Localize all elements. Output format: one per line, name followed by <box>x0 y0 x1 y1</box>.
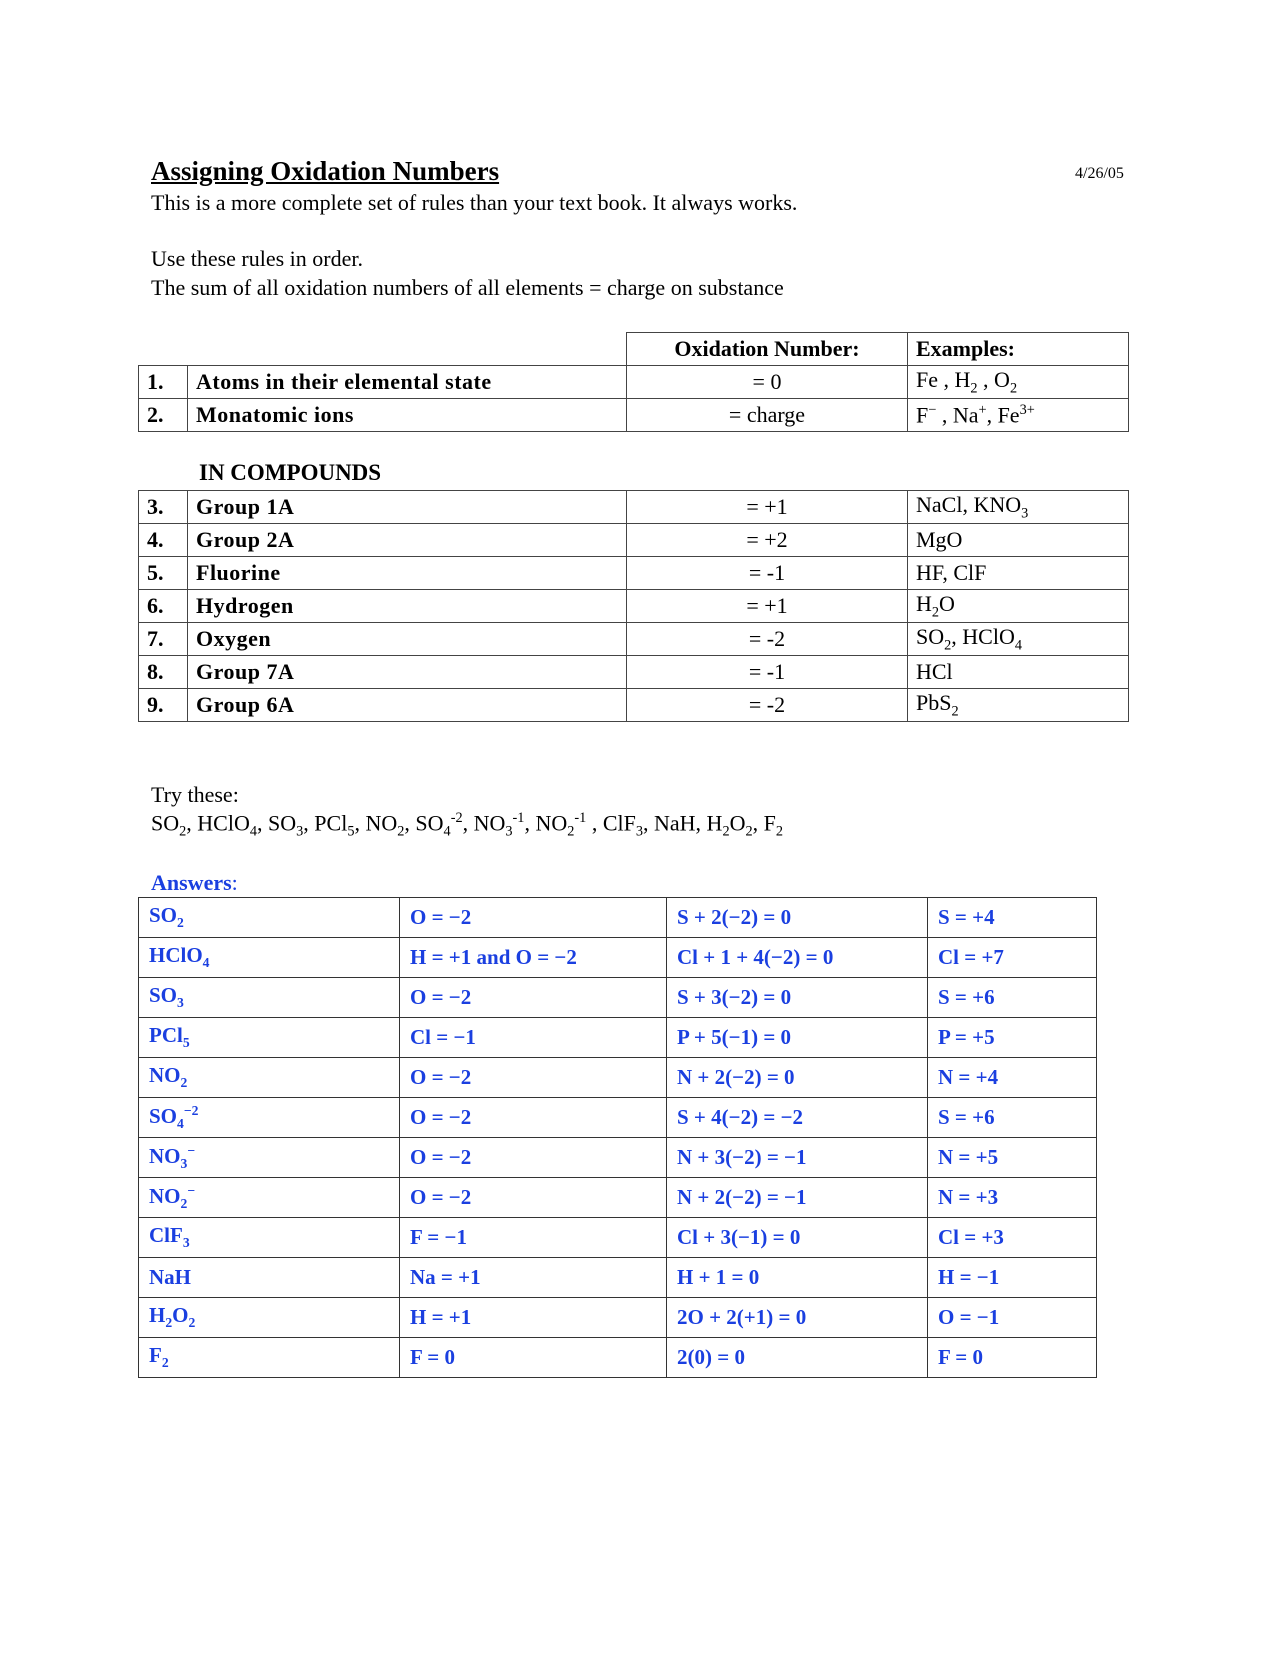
rule-row <box>139 524 1129 557</box>
answer-row <box>139 978 1097 1018</box>
answer-known: Cl = −1 <box>400 1018 667 1058</box>
answer-formula: $SO_3$ <box>139 978 400 1018</box>
answer-equation: H + 1 = 0 <box>667 1258 928 1298</box>
answer-equation: Cl + 1 + 4(−2) = 0 <box>667 938 928 978</box>
answer-equation: 2(0) = 0 <box>667 1338 928 1378</box>
answer-known: O = −2 <box>400 1138 667 1178</box>
answer-result: O = −1 <box>928 1298 1097 1338</box>
rule-examples: $SO_2$, HClO$_4$ <box>908 623 1129 656</box>
rules-table-compounds <box>138 490 1129 722</box>
answer-known: O = −2 <box>400 1098 667 1138</box>
rule-name: Oxygen <box>188 623 627 656</box>
answer-formula: ClF$_3$ <box>139 1218 400 1258</box>
rule-row <box>139 623 1129 656</box>
examples-header: Examples: <box>908 333 1129 366</box>
answer-known: O = −2 <box>400 978 667 1018</box>
rule-examples: HF, ClF <box>908 557 1129 590</box>
rule-oxidation-number: = charge <box>627 399 908 432</box>
answer-formula: $NO_2^-$ <box>139 1178 400 1218</box>
answer-equation: S + 3(−2) = 0 <box>667 978 928 1018</box>
answer-result: Cl = +7 <box>928 938 1097 978</box>
answer-equation: N + 2(−2) = 0 <box>667 1058 928 1098</box>
rule-name: Group 2A <box>188 524 627 557</box>
intro-text: This is a more complete set of rules than your text book. It always works. <box>151 190 798 215</box>
rules-top-body <box>139 366 1129 432</box>
rules-table-top <box>138 332 1129 432</box>
rule-oxidation-number: = -2 <box>627 623 908 656</box>
answer-formula: $NO_3^-$ <box>139 1138 400 1178</box>
try-these-list: $SO_2$, HClO$_4$, $SO_3$, PCl$_5$, $NO_2$, $SO_4^{-2}$, $NO_3^{-1}$, $NO_2^{-1}$ , ClF$_3$, NaH, $H_2O_2$, $F_2$ <box>151 810 784 840</box>
answer-row <box>139 1098 1097 1138</box>
answer-known: H = +1 <box>400 1298 667 1338</box>
rule-oxidation-number: = -1 <box>627 557 908 590</box>
rule-name: Group 1A <box>188 491 627 524</box>
rule-oxidation-number: = +1 <box>627 590 908 623</box>
rule-name: Group 6A <box>188 689 627 722</box>
rule-oxidation-number: = +2 <box>627 524 908 557</box>
rule-examples: MgO <box>908 524 1129 557</box>
answer-result: N = +5 <box>928 1138 1097 1178</box>
answer-equation: N + 2(−2) = −1 <box>667 1178 928 1218</box>
rule-row <box>139 366 1129 399</box>
answer-known: O = −2 <box>400 898 667 938</box>
answer-formula: $F_2$ <box>139 1338 400 1378</box>
answer-equation: S + 4(−2) = −2 <box>667 1098 928 1138</box>
answer-result: P = +5 <box>928 1018 1097 1058</box>
answer-formula: NaH <box>139 1258 400 1298</box>
oxidation-number-header: Oxidation Number: <box>627 333 908 366</box>
answer-formula: $H_2O_2$ <box>139 1298 400 1338</box>
rule-number: 9. <box>139 689 188 722</box>
answer-row <box>139 938 1097 978</box>
rule-name: Hydrogen <box>188 590 627 623</box>
rule-number: 5. <box>139 557 188 590</box>
rule-number: 8. <box>139 656 188 689</box>
rules-header-row <box>139 333 1129 366</box>
answer-formula: $SO_4^{-2}$ <box>139 1098 400 1138</box>
answer-row <box>139 1298 1097 1338</box>
answer-equation: P + 5(−1) = 0 <box>667 1018 928 1058</box>
answer-formula: PCl$_5$ <box>139 1018 400 1058</box>
answer-equation: 2O + 2(+1) = 0 <box>667 1298 928 1338</box>
answer-formula: $SO_2$ <box>139 898 400 938</box>
rule-examples: NaCl, $KNO_3$ <box>908 491 1129 524</box>
rule-row <box>139 689 1129 722</box>
rule-examples: $H_2O$ <box>908 590 1129 623</box>
try-these-label: Try these: <box>151 782 239 807</box>
answer-formula: HClO$_4$ <box>139 938 400 978</box>
use-rules-text: Use these rules in order. <box>151 246 363 271</box>
answers-body <box>139 898 1097 1378</box>
answer-equation: S + 2(−2) = 0 <box>667 898 928 938</box>
rule-row <box>139 557 1129 590</box>
answer-known: F = 0 <box>400 1338 667 1378</box>
blank-cell <box>188 333 627 366</box>
answer-result: S = +6 <box>928 1098 1097 1138</box>
rule-examples: HCl <box>908 656 1129 689</box>
answer-equation: Cl + 3(−1) = 0 <box>667 1218 928 1258</box>
page-title: Assigning Oxidation Numbers <box>151 156 500 186</box>
answer-result: N = +3 <box>928 1178 1097 1218</box>
rule-number: 1. <box>139 366 188 399</box>
answer-known: O = −2 <box>400 1058 667 1098</box>
answer-result: F = 0 <box>928 1338 1097 1378</box>
sum-rule-text: The sum of all oxidation numbers of all elements = charge on substance <box>151 275 784 300</box>
rule-oxidation-number: = -2 <box>627 689 908 722</box>
rule-row <box>139 590 1129 623</box>
rule-examples: Fe , $H_2$ , $O_2$ <box>908 366 1129 399</box>
answer-formula: $NO_2$ <box>139 1058 400 1098</box>
rule-row <box>139 491 1129 524</box>
rule-examples: PbS$_2$ <box>908 689 1129 722</box>
answer-result: S = +4 <box>928 898 1097 938</box>
answers-label: Answers <box>151 870 232 895</box>
answer-row <box>139 1018 1097 1058</box>
rules-compounds-body <box>139 491 1129 722</box>
answer-row <box>139 898 1097 938</box>
answer-row <box>139 1178 1097 1218</box>
answer-result: Cl = +3 <box>928 1218 1097 1258</box>
rule-oxidation-number: = 0 <box>627 366 908 399</box>
rule-oxidation-number: = +1 <box>627 491 908 524</box>
rule-number: 3. <box>139 491 188 524</box>
answer-equation: N + 3(−2) = −1 <box>667 1138 928 1178</box>
rule-row <box>139 399 1129 432</box>
answer-row <box>139 1338 1097 1378</box>
answer-result: N = +4 <box>928 1058 1097 1098</box>
answer-row <box>139 1258 1097 1298</box>
answer-known: H = +1 and O = −2 <box>400 938 667 978</box>
rule-oxidation-number: = -1 <box>627 656 908 689</box>
answer-result: S = +6 <box>928 978 1097 1018</box>
rule-number: 2. <box>139 399 188 432</box>
answer-known: Na = +1 <box>400 1258 667 1298</box>
answers-colon: : <box>231 870 238 895</box>
answers-table <box>138 897 1097 1378</box>
rule-number: 6. <box>139 590 188 623</box>
answer-row <box>139 1058 1097 1098</box>
answer-result: H = −1 <box>928 1258 1097 1298</box>
answer-known: O = −2 <box>400 1178 667 1218</box>
answer-row <box>139 1218 1097 1258</box>
document-date: 4/26/05 <box>1075 165 1124 182</box>
rule-number: 4. <box>139 524 188 557</box>
answer-known: F = −1 <box>400 1218 667 1258</box>
rule-number: 7. <box>139 623 188 656</box>
in-compounds-heading: IN COMPOUNDS <box>199 460 382 485</box>
rule-name: Fluorine <box>188 557 627 590</box>
blank-cell <box>139 333 188 366</box>
rule-name: Atoms in their elemental state <box>188 366 627 399</box>
rule-row <box>139 656 1129 689</box>
rule-examples: F− , Na+, $Fe^{3+}$ <box>908 399 1129 432</box>
answer-row <box>139 1138 1097 1178</box>
answers-heading <box>151 870 238 896</box>
rule-name: Monatomic ions <box>188 399 627 432</box>
rule-name: Group 7A <box>188 656 627 689</box>
